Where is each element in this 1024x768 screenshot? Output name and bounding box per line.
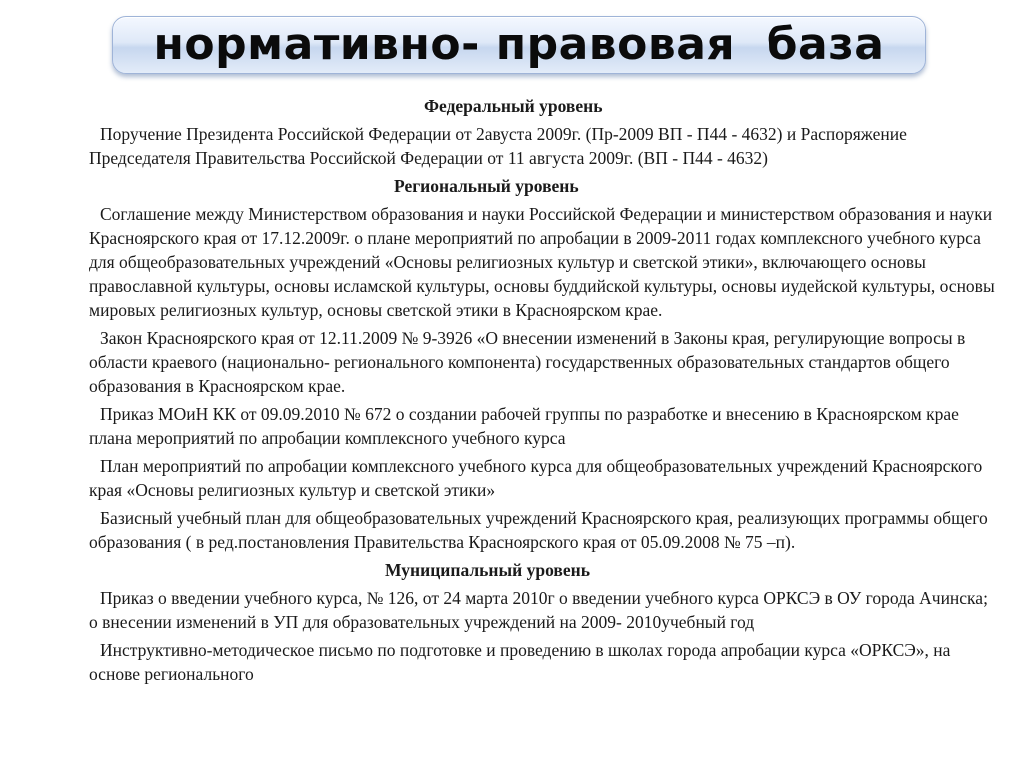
slide-content xyxy=(89,94,999,690)
regional-item-order: Приказ МОиН КК от 09.09.2010 № 672 о создании рабочей группы по разработке и внесению в Красноярском крае плана мероприятий по апробации комплексного учебного курса xyxy=(89,404,959,448)
section-heading-regional: Региональный уровень xyxy=(394,176,579,196)
municipal-item-order: Приказ о введении учебного курса, № 126, от 24 марта 2010г о введении учебного курса ОРКСЭ в ОУ города Ачинска; о внесении изменений в УП для образовательных учреждений на 2009- 2010учебный год xyxy=(89,588,988,632)
municipal-item-letter: Инструктивно-методическое письмо по подготовке и проведению в школах города апробации курса «ОРКСЭ», на основе регионального xyxy=(89,640,951,684)
section-heading-municipal: Муниципальный уровень xyxy=(385,560,590,580)
title-banner xyxy=(112,16,926,74)
regional-item-curriculum: Базисный учебный план для общеобразовательных учреждений Красноярского края, реализующих программы общего образования ( в ред.постановления Правительства Красноярского края от 05.09.2008 № 75 –п). xyxy=(89,508,988,552)
federal-item: Поручение Президента Российской Федерации от 2авуста 2009г. (Пр-2009 ВП - П44 - 4632) и Распоряжение Председателя Правительства Российской Федерации от 11 августа 2009г. (ВП - П44 - 4632) xyxy=(89,124,907,168)
regional-item-agreement: Соглашение между Министерством образования и науки Российской Федерации и министерством образования и науки Красноярского края от 17.12.2009г. о плане мероприятий по апробации в 2009-2011 годах комплексного учебного курса для общеобразовательных учреждений «Основы религиозных культур и светской этики», включающего основы православной культуры, основы исламской культуры, основы буддийской культуры, основы иудейской культуры, основы мировых религиозных культур, основы светской этики в Красноярском крае. xyxy=(89,204,995,320)
slide-title: нормативно- правовая база xyxy=(153,19,885,70)
regional-item-plan: План мероприятий по апробации комплексного учебного курса для общеобразовательных учреждений Красноярского края «Основы религиозных культур и светской этики» xyxy=(89,456,983,500)
section-heading-federal: Федеральный уровень xyxy=(424,96,603,116)
regional-item-law: Закон Красноярского края от 12.11.2009 № 9-3926 «О внесении изменений в Законы края, регулирующие вопросы в области краевого (национально- регионального компонента) государственных образовательных стандартов общего образования в Красноярском крае. xyxy=(89,328,966,396)
